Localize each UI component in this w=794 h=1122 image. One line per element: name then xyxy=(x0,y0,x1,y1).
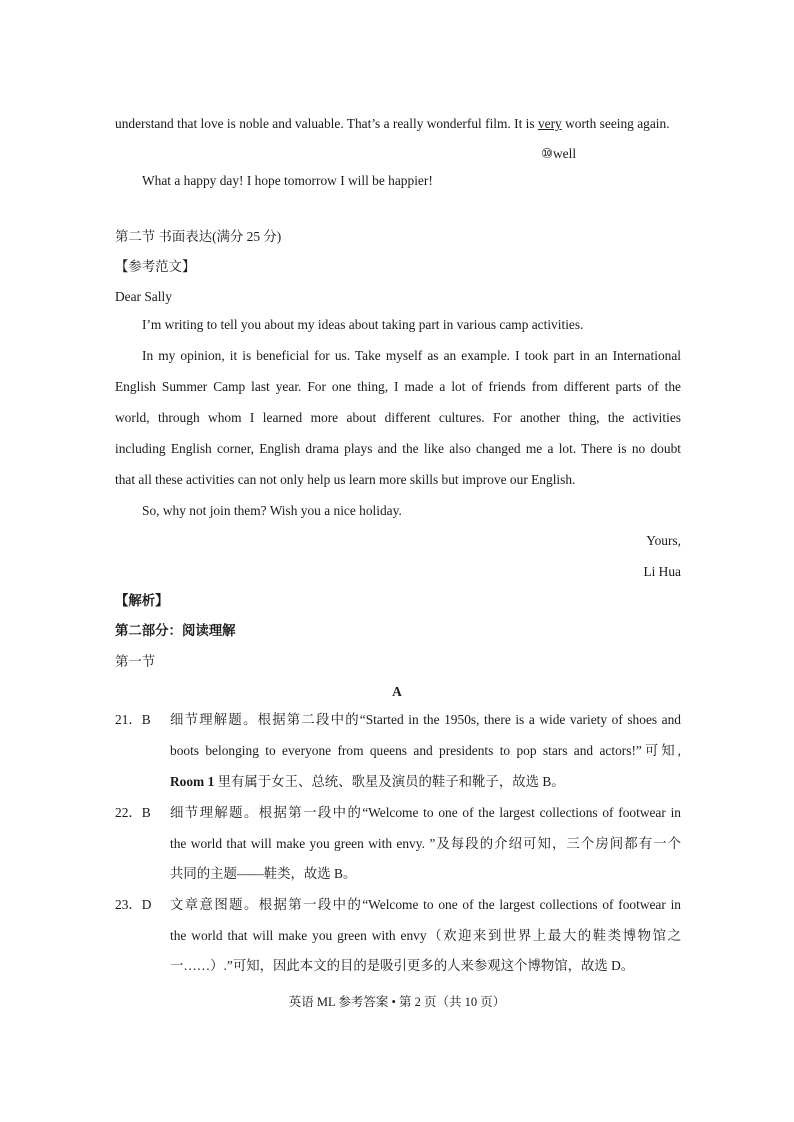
essay-line: including English corner, English drama plays and the like also changed me a lot. There is no doubt xyxy=(115,441,681,456)
closing: Yours, xyxy=(646,533,681,548)
question-number: 23．D xyxy=(115,897,152,912)
answer-line: 一……）.”可知，因此本文的目的是吸引更多的人来参观这个博物馆，故选 D。 xyxy=(170,958,635,973)
section-heading: 第二节 书面表达(满分 25 分) xyxy=(115,229,282,244)
room-label: Room 1 xyxy=(170,774,215,789)
answer-line: 细节理解题。根据第二段中的“Started in the 1950s, there is a wide variety of shoes and xyxy=(170,712,681,727)
error-word: very xyxy=(537,116,562,131)
letter-text: understand that love is noble and valuable. That’s a really wonderful film. It is xyxy=(115,116,538,131)
signature: Li Hua xyxy=(643,564,681,579)
essay-line: In my opinion, it is beneficial for us. Take myself as an example. I took part in an International xyxy=(142,348,681,363)
page-footer: 英语 ML 参考答案 • 第 2 页（共 10 页） xyxy=(288,995,506,1009)
salutation: Dear Sally xyxy=(115,289,172,304)
question-number: 21．B xyxy=(115,712,151,727)
answer-line: 细节理解题。根据第一段中的“Welcome to one of the largest collections of footwear in xyxy=(170,805,681,820)
essay-line: that all these activities can not only help us learn more skills but improve our English. xyxy=(115,472,576,487)
letter-text: worth seeing again. xyxy=(561,116,670,131)
letter-last-line: What a happy day! I hope tomorrow I will be happier! xyxy=(142,173,433,188)
answer-line: boots belonging to everyone from queens and presidents to pop stars and actors!”可知, xyxy=(170,743,681,758)
answer-line: 共同的主题——鞋类，故选 B。 xyxy=(170,866,357,881)
answer-line xyxy=(170,773,565,791)
essay-line: I’m writing to tell you about my ideas about taking part in various camp activities. xyxy=(142,317,584,332)
essay-line: English Summer Camp last year. For one thing, I made a lot of friends from different parts of the xyxy=(115,379,681,394)
part-heading: 第二部分：阅读理解 xyxy=(115,623,236,638)
letter-line-1 xyxy=(115,115,670,133)
section-label: 第一节 xyxy=(115,654,156,669)
analysis-label: 【解析】 xyxy=(115,593,169,608)
answer-line: 文章意图题。根据第一段中的“Welcome to one of the largest collections of footwear in xyxy=(170,897,681,912)
correction-mark: ⑩well xyxy=(541,146,577,161)
answer-line: the world that will make you green with envy. ”及每段的介绍可知，三个房间都有一个 xyxy=(170,836,681,851)
ref-label: 【参考范文】 xyxy=(115,259,196,274)
passage-letter: A xyxy=(392,684,402,699)
essay-line: world, through whom I learned more about different cultures. For another thing, the activities xyxy=(115,410,681,425)
question-number: 22．B xyxy=(115,805,151,820)
essay-line: So, why not join them? Wish you a nice holiday. xyxy=(142,503,402,518)
answer-line: the world that will make you green with envy（欢迎来到世界上最大的鞋类博物馆之 xyxy=(170,928,681,943)
answer-text: 里有属于女王、总统、歌星及演员的鞋子和靴子，故选 B。 xyxy=(214,774,565,789)
